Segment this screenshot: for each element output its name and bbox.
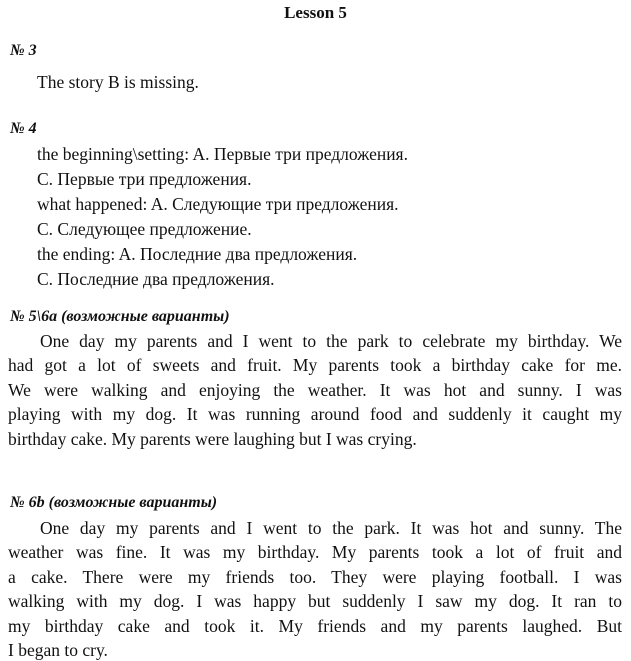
exercise-4-line: the beginning\setting: A. Первые три предложения. (37, 144, 408, 164)
exercise-3-line: The story B is missing. (37, 72, 199, 92)
exercise-4-heading: № 4 (10, 120, 37, 137)
page-title: Lesson 5 (284, 3, 347, 22)
exercise-4-line: what happened: A. Следующие три предложения. (37, 194, 399, 214)
exercise-6b-line: One day my parents and I went to the park. It was hot and sunny. The (40, 518, 622, 538)
exercise-6b-heading: № 6b (возможные варианты) (10, 494, 218, 511)
exercise-5-6a-line: birthday cake. My parents were laughing but I was crying. (8, 429, 417, 449)
exercise-5-6a-heading: № 5\6a (возможные варианты) (10, 308, 230, 325)
exercise-6b-line: my birthday cake and took it. My friends and my parents laughed. But (8, 616, 622, 636)
exercise-6b-line: weather was fine. It was my birthday. My parents took a lot of fruit and (8, 542, 622, 562)
exercise-4-line: the ending: A. Последние два предложения. (37, 244, 358, 264)
exercise-5-6a-line: We were walking and enjoying the weather. It was hot and sunny. I was (8, 380, 622, 400)
exercise-5-6a-line: playing with my dog. It was running around food and suddenly it caught my (8, 404, 622, 424)
exercise-6b-line: a cake. There were my friends too. They were playing football. I was (8, 567, 622, 587)
exercise-3-heading: № 3 (10, 42, 37, 59)
exercise-4-line: C. Последние два предложения. (37, 269, 275, 289)
exercise-4-line: C. Следующее предложение. (37, 219, 252, 239)
exercise-4-line: C. Первые три предложения. (37, 169, 252, 189)
exercise-5-6a-line: One day my parents and I went to the park to celebrate my birthday. We (40, 331, 622, 351)
exercise-6b-line: I began to cry. (8, 640, 108, 660)
exercise-5-6a-line: had got a lot of sweets and fruit. My parents took a birthday cake for me. (8, 355, 622, 375)
exercise-6b-line: walking with my dog. I was happy but suddenly I saw my dog. It ran to (8, 591, 622, 611)
